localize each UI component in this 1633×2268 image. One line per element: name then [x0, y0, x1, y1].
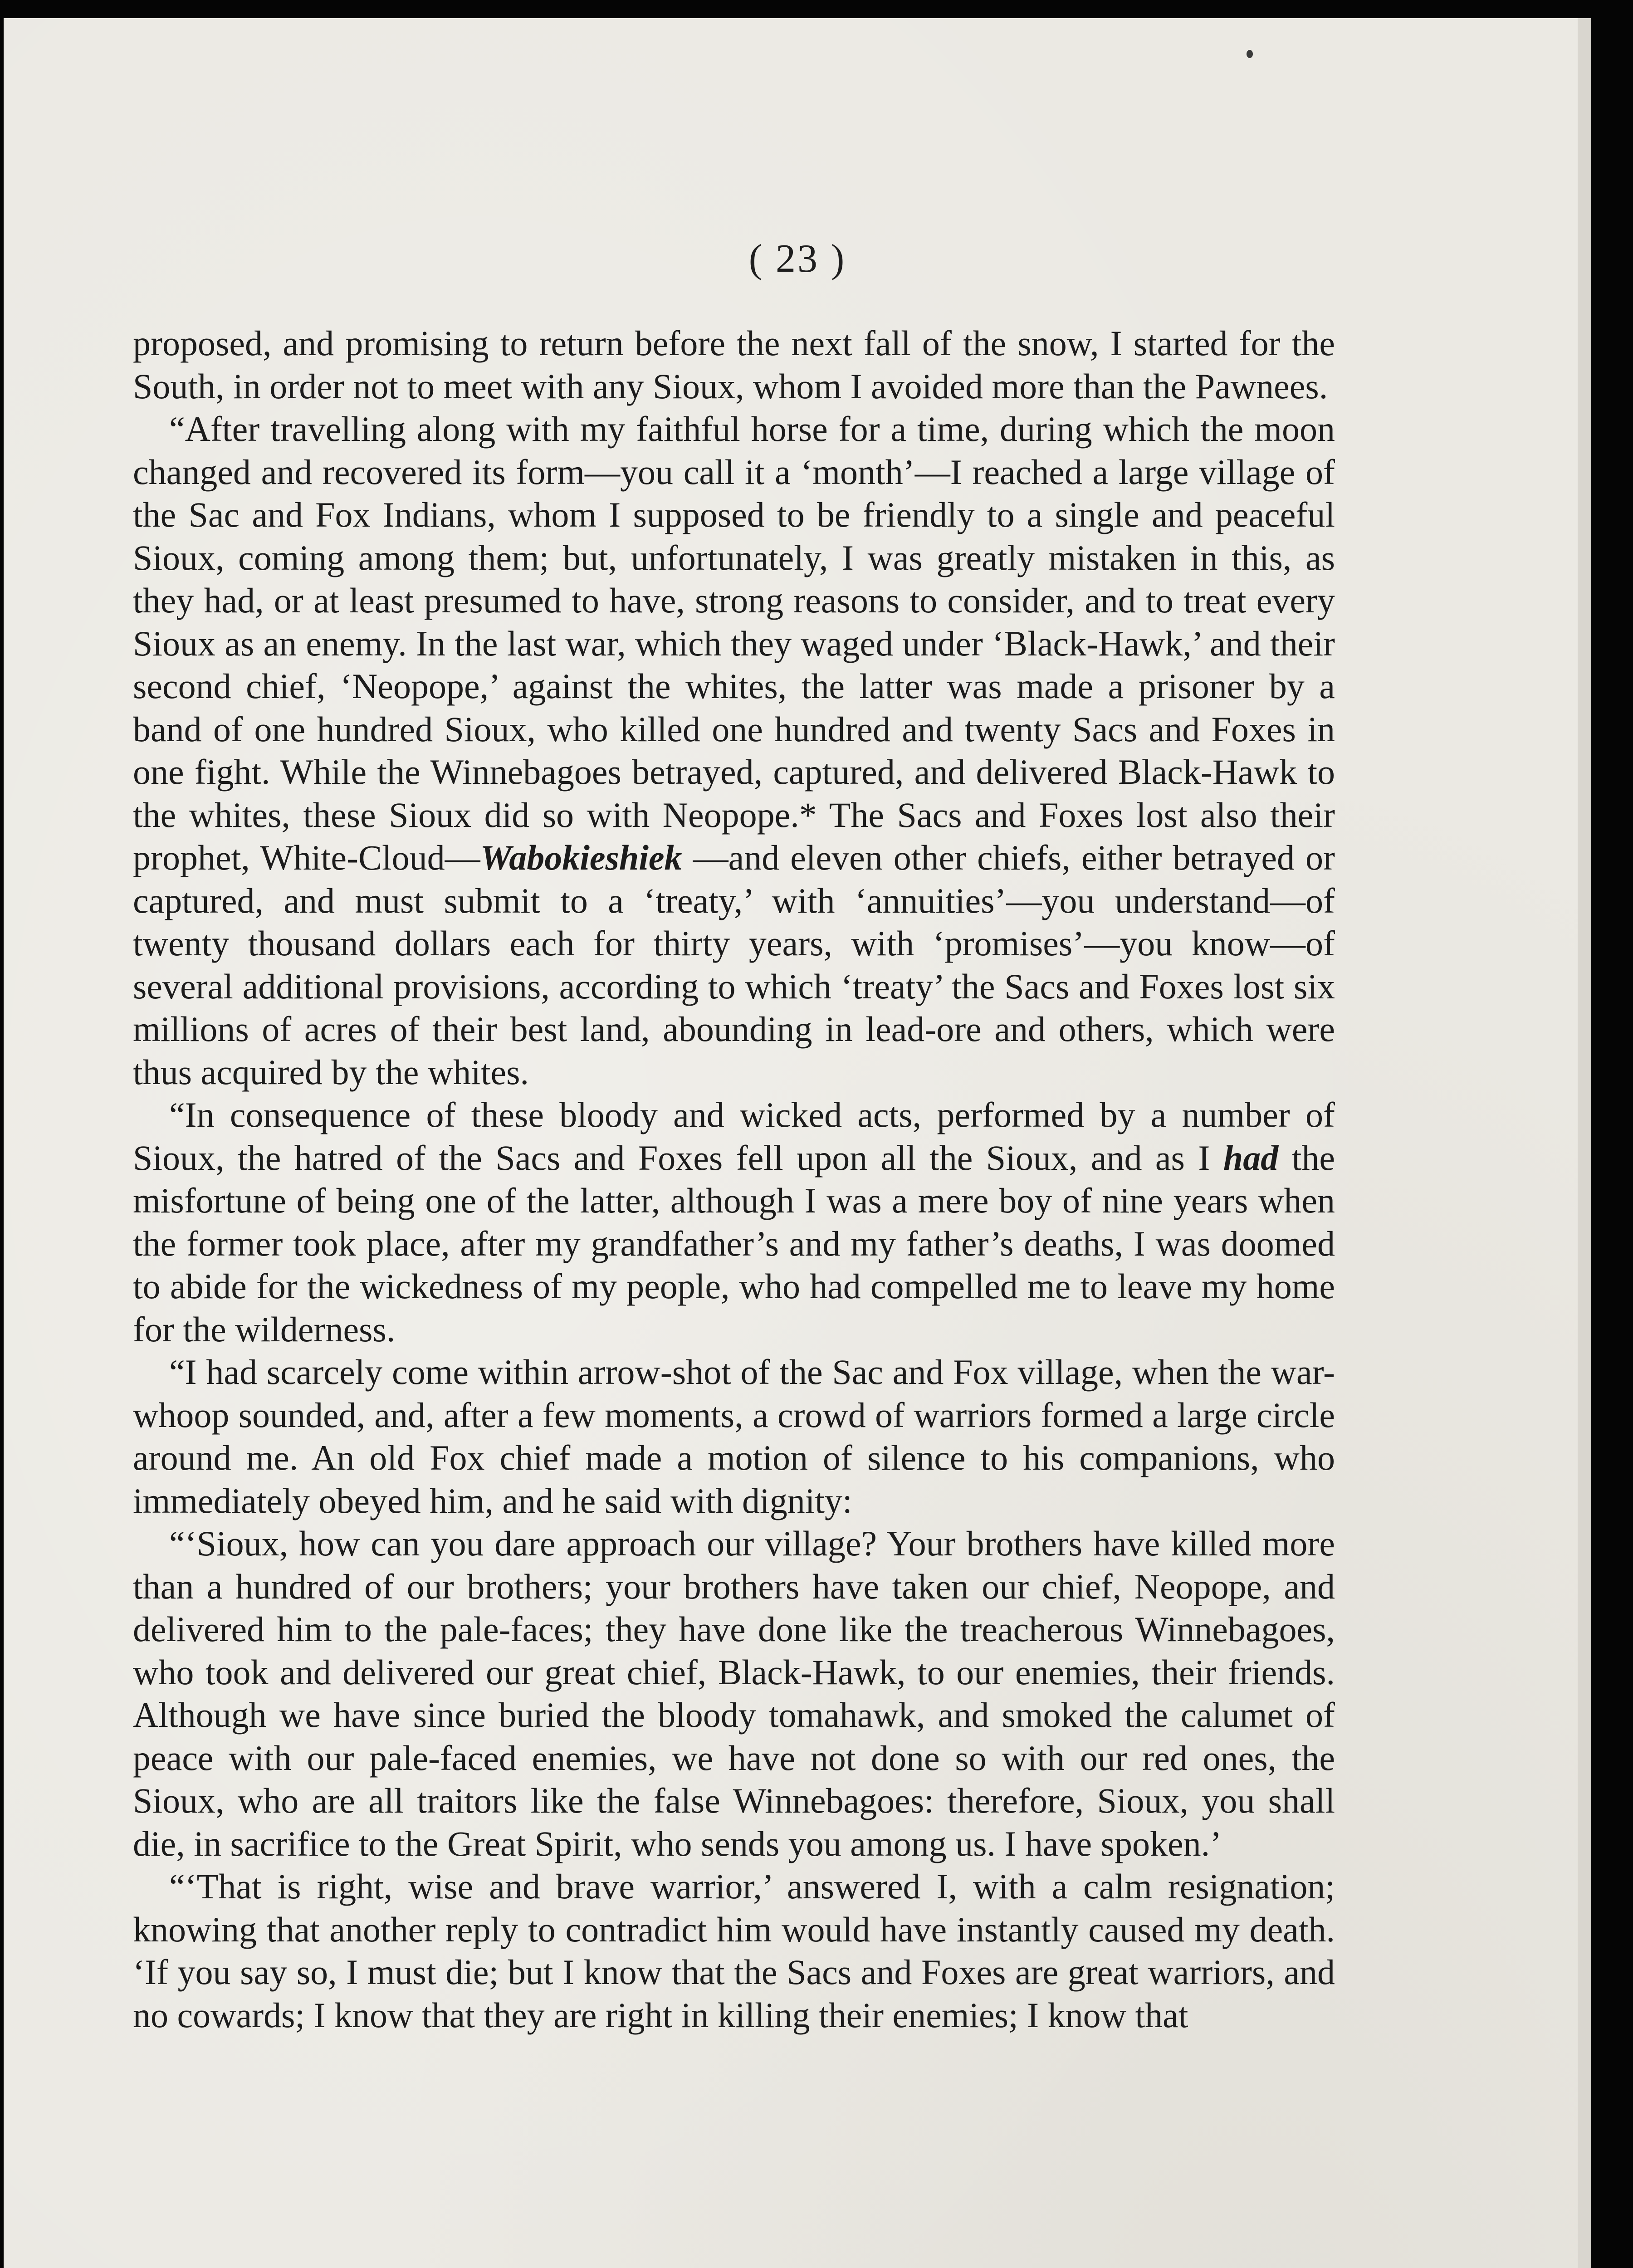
text-span: “In consequence of these bloody and wicked acts, performed by a number of Sioux, the hatred of the Sacs and Foxes fell upon all the Sioux, and as I [133, 1095, 1335, 1178]
paragraph [133, 1094, 1335, 1351]
paragraph [133, 408, 1335, 1094]
text-span: “I had scarcely come within arrow-shot of the Sac and Fox village, when the war-whoop sounded, and, after a few moments, a crowd of warriors formed a large circle around me. An old Fox chief made a motion of silence to his companions, who immediately obeyed him, and he said with dignity: [133, 1352, 1335, 1520]
text-span: “‘That is right, wise and brave warrior,’ answered I, with a calm resignation; knowing that another reply to contradict him would have instantly caused my death. ‘If you say so, I must die; but I know that the Sacs and Foxes are great warriors, and no cowards; I know that they are right in killing their enemies; I know that [133, 1867, 1335, 2035]
text-span: “After travelling along with my faithful horse for a time, during which the moon changed and recovered its form—you call it a ‘month’—I reached a large village of the Sac and Fox Indians, whom I supposed to be friendly to a single and peaceful Sioux, coming among them; but, unfortunately, I was greatly mistaken in this, as they had, or at least presumed to have, strong reasons to consider, and to treat every Sioux as an enemy. In the last war, which they waged under ‘Black-Hawk,’ and their second chief, ‘Neopope,’ against the whites, the latter was made a prisoner by a band of one hundred Sioux, who killed one hundred and twenty Sacs and Foxes in one fight. While the Winnebagoes betrayed, captured, and delivered Black-Hawk to the whites, these Sioux did so with Neopope.* The Sacs and Foxes lost also their prophet, White-Cloud— [133, 409, 1335, 877]
paragraph [133, 1351, 1335, 1522]
page-number: ( 23 ) [748, 237, 846, 281]
text-span: the misfortune of being one of the latter, although I was a mere boy of nine years when the former took place, after my grandfather’s and my father’s deaths, I was doomed to abide for the wickedness of my people, who had compelled me to leave my home for the wilderness. [133, 1138, 1335, 1349]
body-text [133, 322, 1335, 2037]
paragraph [133, 322, 1335, 408]
italic-text-span: had [1223, 1138, 1279, 1178]
text-span: —and eleven other chiefs, either betrayed or captured, and must submit to a ‘treaty,’ with ‘annuities’—you understand—of twenty thousand dollars each for thirty years, with ‘promises’—you know—of several additional provisions, according to which ‘treaty’ the Sacs and Foxes lost six millions of acres of their best land, abounding in lead-ore and others, which were thus acquired by the whites. [133, 838, 1335, 1092]
italic-text-span: Wabokieshiek [480, 838, 682, 877]
text-span: “‘Sioux, how can you dare approach our village? Your brothers have killed more than a hundred of our brothers; your brothers have taken our chief, Neopope, and delivered him to the pale-faces; they have done like the treacherous Winnebagoes, who took and delivered our great chief, Black-Hawk, to our enemies, their friends. Although we have since buried the bloody tomahawk, and smoked the calumet of peace with our pale-faced enemies, we have not done so with our red ones, the Sioux, who are all traitors like the false Winnebagoes: therefore, Sioux, you shall die, in sacrifice to the Great Spirit, who sends you among us. I have spoken.’ [133, 1524, 1335, 1863]
paragraph [133, 1522, 1335, 1865]
paper-speck [1247, 50, 1253, 58]
book-page [4, 18, 1591, 2268]
paragraph [133, 1865, 1335, 2037]
text-span: proposed, and promising to return before the next fall of the snow, I started for the South, in order not to meet with any Sioux, whom I avoided more than the Pawnees. [133, 323, 1335, 406]
